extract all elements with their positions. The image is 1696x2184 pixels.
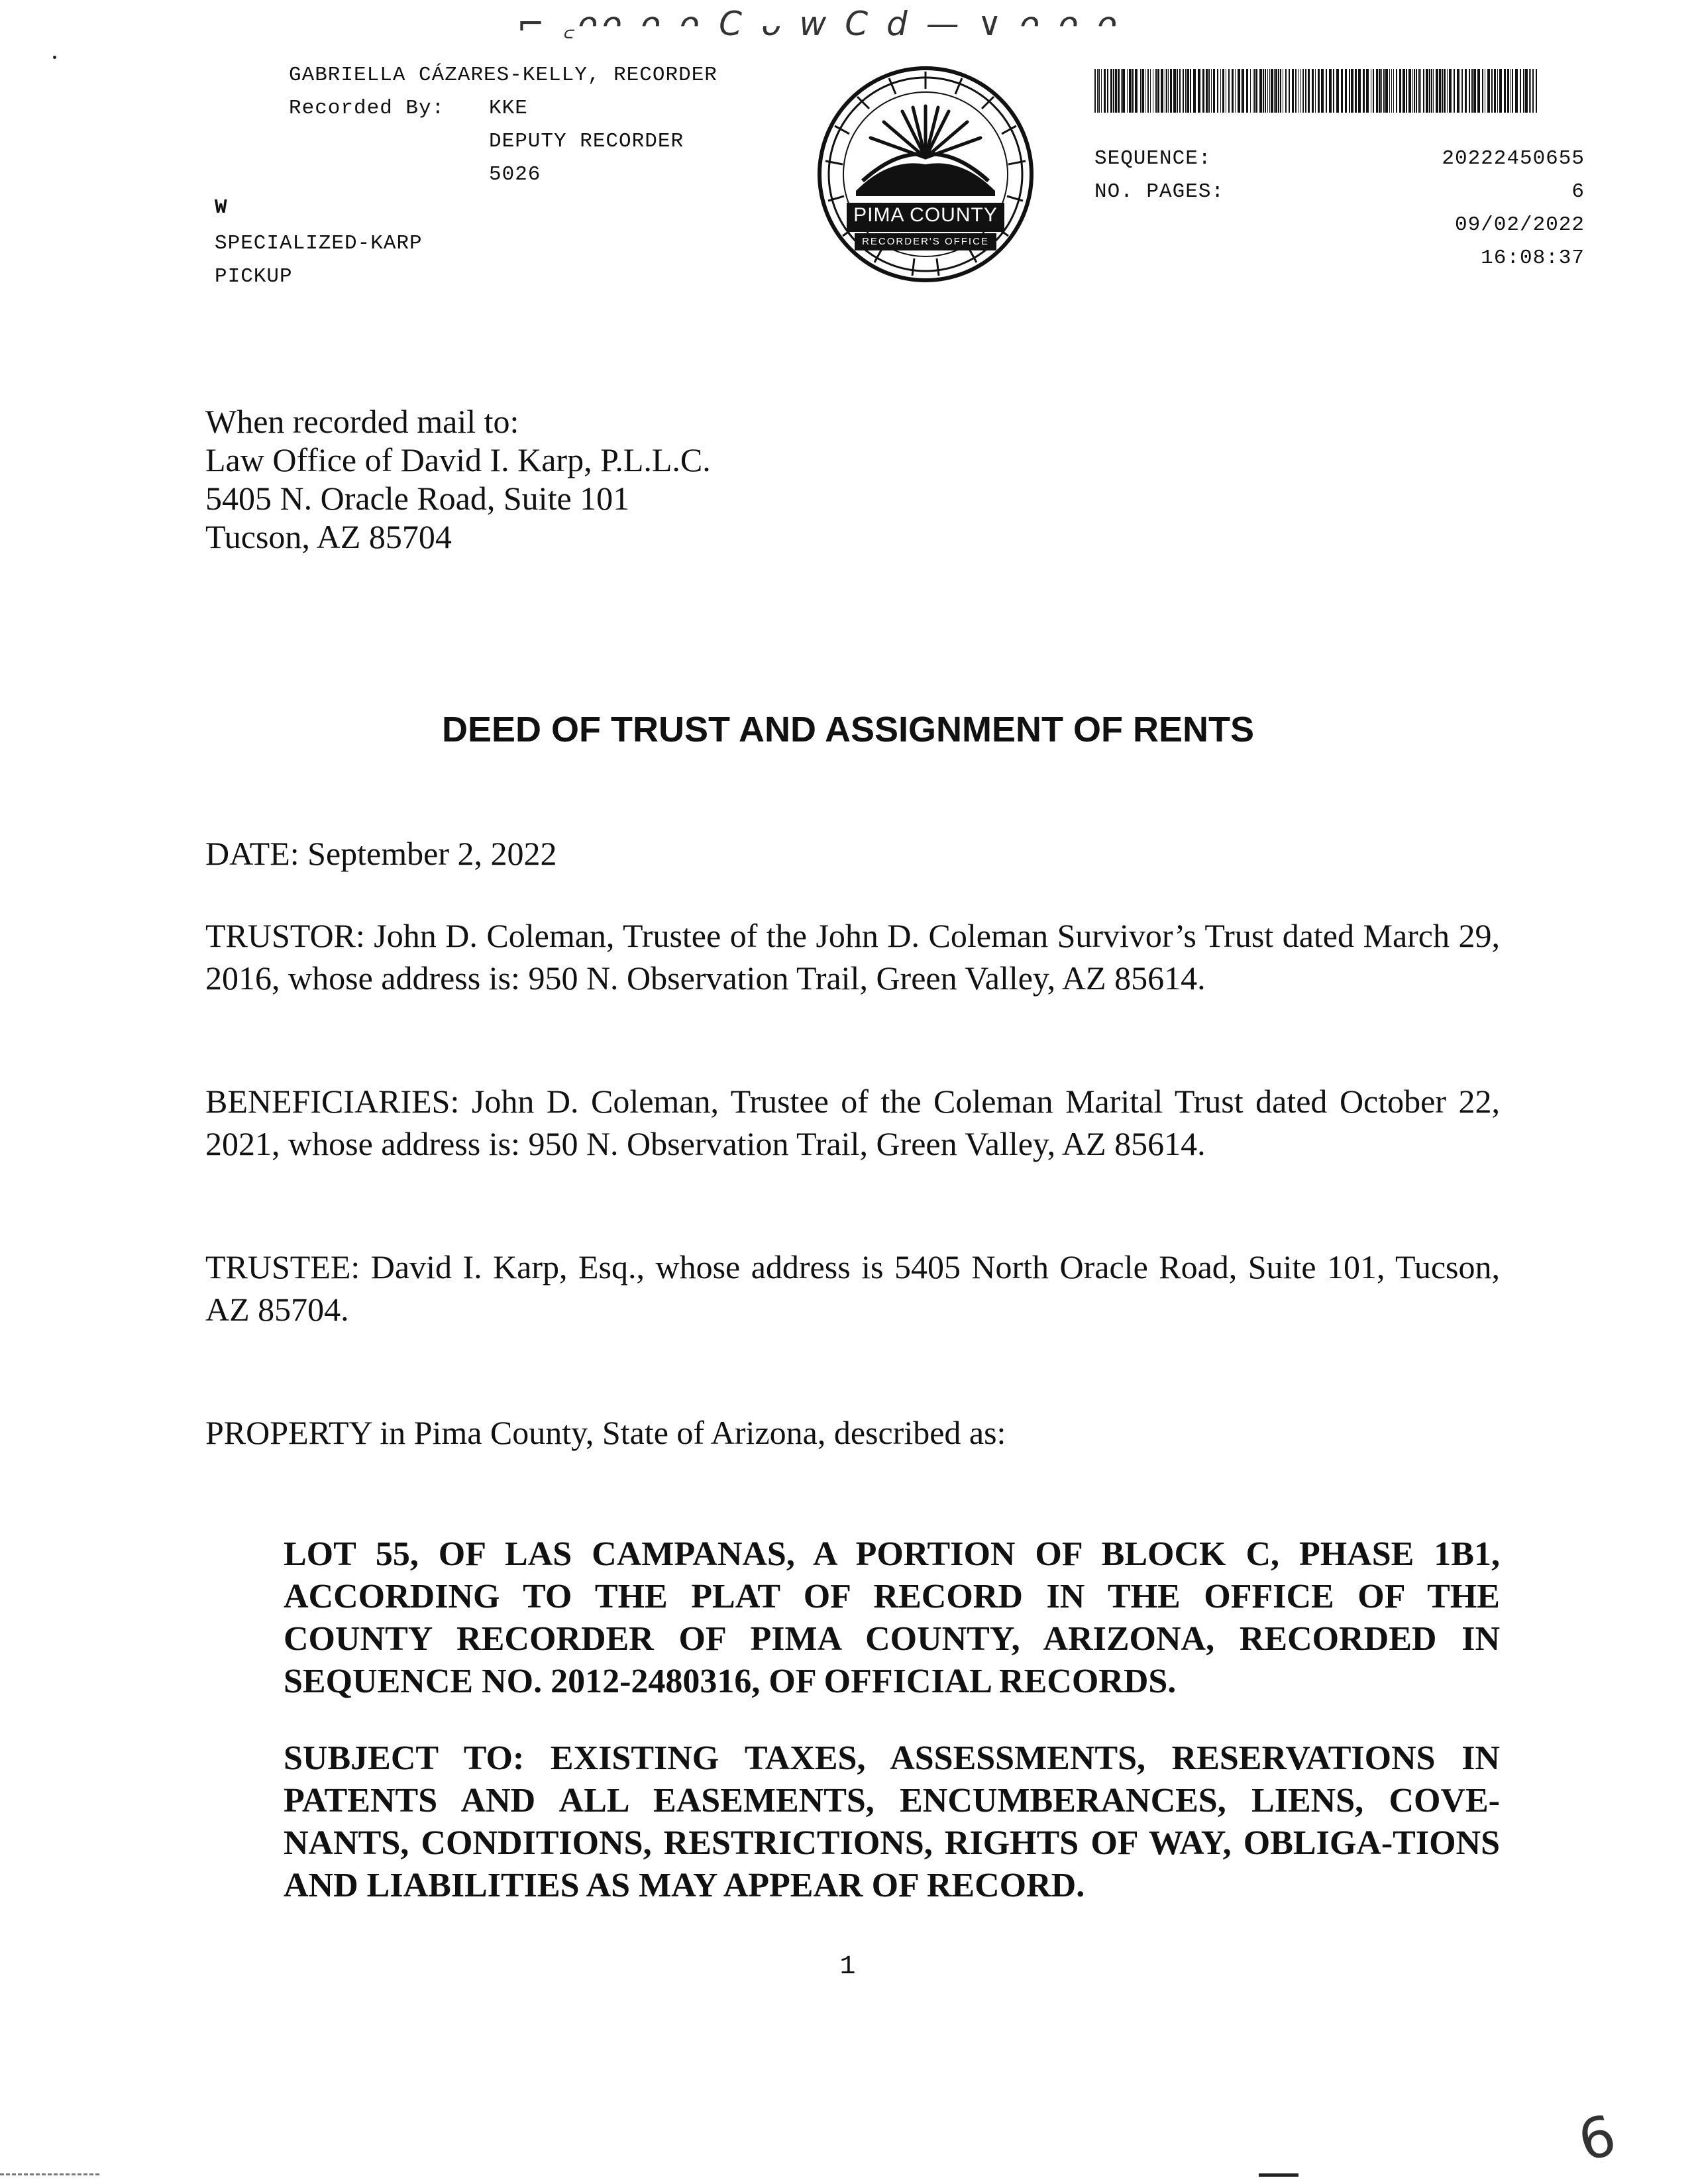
recorded-by-label: Recorded By: — [289, 97, 445, 120]
barcode-bar — [1373, 69, 1374, 113]
barcode-bar — [1465, 69, 1467, 113]
property-intro: PROPERTY in Pima County, State of Arizona, described as: — [205, 1414, 1006, 1451]
barcode-bar — [1115, 69, 1117, 113]
barcode-bar — [1462, 69, 1463, 113]
barcode-bar — [1232, 69, 1234, 113]
barcode-bar — [1183, 69, 1184, 113]
barcode-bar — [1206, 69, 1208, 113]
barcode-bar — [1487, 69, 1490, 113]
barcode-bar — [1098, 69, 1100, 113]
legal-description: LOT 55, OF LAS CAMPANAS, A PORTION OF BLOCK C, PHASE 1B1, ACCORDING TO THE PLAT OF RECORD IN THE OFFICE OF THE COUNTY RECORDER OF PIMA COUNTY, ARIZONA, RECORDED IN SEQUENCE NO. 2012-2480316, OF OFFICIAL RECORDS. — [284, 1535, 1500, 1700]
barcode-bar — [1454, 69, 1455, 113]
barcode-bar — [1250, 69, 1251, 113]
barcode-bar — [1497, 69, 1498, 113]
sequence-label: SEQUENCE: — [1094, 147, 1212, 170]
barcode-bar — [1406, 69, 1407, 113]
specialized-karp: SPECIALIZED-KARP — [215, 232, 423, 255]
barcode-bar — [1418, 69, 1420, 113]
barcode-bar — [1520, 69, 1521, 113]
handwritten-note: ⌐ ꜀ᴖᴖ ᴖ ᴖ C ᴗ ᴡ C d — ∨ ᴖ ᴖ ᴖ — [517, 5, 1122, 43]
record-date: 09/02/2022 — [1454, 213, 1585, 237]
barcode-bar — [1211, 69, 1212, 113]
barcode-bar — [1408, 69, 1411, 113]
barcode-bar — [1358, 69, 1361, 113]
barcode-bar — [1444, 69, 1446, 113]
barcode-bar — [1292, 69, 1294, 113]
barcode-bar — [1529, 69, 1530, 113]
barcode-bar — [1161, 69, 1163, 113]
barcode-bar — [1094, 69, 1096, 113]
seal-office-text: RECORDER'S OFFICE — [862, 236, 989, 247]
barcode-bar — [1403, 69, 1405, 113]
barcode-bar — [1305, 69, 1306, 113]
trustee-paragraph: TRUSTEE: David I. Karp, Esq., whose address is 5405 North Oracle Road, Suite 101, Tucson, AZ 85704. — [205, 1248, 1500, 1328]
barcode-bar — [1275, 69, 1277, 113]
barcode-bar — [1140, 69, 1141, 113]
barcode-bar — [1147, 69, 1149, 113]
barcode-bar — [1385, 69, 1388, 113]
barcode-bar — [1269, 69, 1270, 113]
barcode-bar — [1235, 69, 1236, 113]
pickup: PICKUP — [215, 265, 293, 288]
barcode-bar — [1155, 69, 1157, 113]
barcode-bar — [1525, 69, 1528, 113]
barcode-bar — [1228, 69, 1230, 113]
barcode-bar — [1326, 69, 1327, 113]
barcode-bar — [1185, 69, 1187, 113]
document-title: DEED OF TRUST AND ASSIGNMENT OF RENTS — [441, 710, 1255, 749]
barcode-bar — [1285, 69, 1287, 113]
barcode-bar — [1213, 69, 1215, 113]
barcode-bar — [1494, 69, 1496, 113]
barcode-bar — [1104, 69, 1106, 113]
barcode-bar — [1532, 69, 1534, 113]
barcode-bar — [1242, 69, 1244, 113]
barcode-bar — [1177, 69, 1178, 113]
barcode-bar — [1336, 69, 1339, 113]
barcode-bar — [1381, 69, 1382, 113]
barcode-bar — [1208, 69, 1210, 113]
barcode-bar — [1308, 69, 1310, 113]
barcode-bar — [1447, 69, 1448, 113]
pima-county-seal — [816, 65, 1035, 284]
barcode-bar — [1414, 69, 1415, 113]
barcode-bar — [1190, 69, 1191, 113]
barcode-bar — [1530, 69, 1531, 113]
date-line: DATE: September 2, 2022 — [205, 835, 557, 872]
barcode-bar — [1241, 69, 1242, 113]
barcode-bar — [1202, 69, 1204, 113]
mail-to-line-2: Law Office of David I. Karp, P.L.L.C. — [205, 441, 711, 478]
barcode-bar — [1121, 69, 1122, 113]
barcode-bar — [1168, 69, 1169, 113]
barcode-bar — [1345, 69, 1347, 113]
deputy-recorder: DEPUTY RECORDER — [489, 130, 684, 153]
barcode-bar — [1193, 69, 1196, 113]
barcode-bar — [1150, 69, 1151, 113]
barcode-bar — [1142, 69, 1144, 113]
barcode-bar — [1187, 69, 1189, 113]
barcode-bar — [1097, 69, 1098, 113]
barcode-bar — [1482, 69, 1483, 113]
barcode-bar — [1507, 69, 1509, 113]
barcode-bar — [1321, 69, 1324, 113]
barcode-bar — [1166, 69, 1167, 113]
barcode-bar — [1436, 69, 1438, 113]
barcode-bar — [1391, 69, 1392, 113]
barcode-graphic — [1094, 69, 1538, 113]
barcode-bar — [1278, 69, 1279, 113]
barcode-bar — [1420, 69, 1421, 113]
barcode-bar — [1222, 69, 1224, 113]
barcode-bar — [1157, 69, 1159, 113]
scan-speck — [53, 56, 56, 59]
barcode-bar — [1423, 69, 1424, 113]
barcode-bar — [1254, 69, 1255, 113]
barcode-bar — [1396, 69, 1397, 113]
handwritten-page-mark: 6 — [1571, 2102, 1623, 2175]
barcode-bar — [1107, 69, 1108, 113]
barcode-bar — [1265, 69, 1266, 113]
record-time: 16:08:37 — [1481, 246, 1585, 270]
barcode-bar — [1312, 69, 1314, 113]
barcode-bar — [1220, 69, 1221, 113]
scan-edge-bottom-mark — [1259, 2173, 1298, 2177]
recorder-name: GABRIELLA CÁZARES-KELLY, RECORDER — [289, 64, 717, 87]
barcode-bar — [1355, 69, 1357, 113]
barcode — [1094, 69, 1538, 113]
barcode-bar — [1433, 69, 1434, 113]
barcode-bar — [1246, 69, 1248, 113]
barcode-bar — [1416, 69, 1417, 113]
barcode-bar — [1457, 69, 1459, 113]
barcode-bar — [1499, 69, 1502, 113]
barcode-bar — [1442, 69, 1443, 113]
barcode-bar — [1412, 69, 1413, 113]
pages-value: 6 — [1571, 180, 1585, 203]
barcode-bar — [1333, 69, 1334, 113]
pages-label: NO. PAGES: — [1094, 180, 1225, 203]
barcode-bar — [1303, 69, 1304, 113]
recorded-by-value: KKE — [489, 97, 528, 120]
barcode-bar — [1363, 69, 1365, 113]
barcode-bar — [1274, 69, 1275, 113]
barcode-bar — [1431, 69, 1432, 113]
barcode-bar — [1426, 69, 1428, 113]
barcode-bar — [1255, 69, 1257, 113]
barcode-bar — [1512, 69, 1513, 113]
scan-edge-bottom-left — [0, 2173, 99, 2175]
barcode-bar — [1135, 69, 1137, 113]
barcode-bar — [1477, 69, 1480, 113]
seal-graphic — [816, 65, 1035, 284]
barcode-bar — [1173, 69, 1176, 113]
barcode-bar — [1504, 69, 1506, 113]
barcode-bar — [1289, 69, 1290, 113]
barcode-bar — [1383, 69, 1385, 113]
page-number: 1 — [839, 1952, 857, 1982]
barcode-bar — [1263, 69, 1264, 113]
barcode-bar — [1471, 69, 1473, 113]
barcode-bar — [1349, 69, 1350, 113]
deputy-id: 5026 — [489, 163, 541, 186]
barcode-bar — [1429, 69, 1430, 113]
barcode-bar — [1376, 69, 1378, 113]
barcode-bar — [1449, 69, 1452, 113]
barcode-bar — [1300, 69, 1301, 113]
barcode-bar — [1366, 69, 1369, 113]
barcode-bar — [1379, 69, 1381, 113]
barcode-bar — [1118, 69, 1120, 113]
barcode-bar — [1110, 69, 1112, 113]
barcode-bar — [1389, 69, 1390, 113]
barcode-bar — [1198, 69, 1200, 113]
barcode-bar — [1127, 69, 1128, 113]
barcode-bar — [1510, 69, 1511, 113]
barcode-bar — [1295, 69, 1297, 113]
barcode-bar — [1523, 69, 1524, 113]
seal-county-text: PIMA COUNTY — [853, 204, 998, 226]
barcode-bar — [1491, 69, 1493, 113]
barcode-bar — [1179, 69, 1181, 113]
barcode-bar — [1101, 69, 1102, 113]
barcode-bar — [1267, 69, 1268, 113]
w-marker: W — [215, 196, 228, 219]
barcode-bar — [1439, 69, 1441, 113]
barcode-bar — [1238, 69, 1240, 113]
barcode-bar — [1473, 69, 1476, 113]
barcode-bar — [1259, 69, 1262, 113]
barcode-bar — [1315, 69, 1316, 113]
barcode-bar — [1271, 69, 1273, 113]
barcode-bar — [1399, 69, 1401, 113]
barcode-bar — [1122, 69, 1125, 113]
barcode-bar — [1351, 69, 1353, 113]
barcode-bar — [1515, 69, 1518, 113]
mail-to-line-1: When recorded mail to: — [205, 403, 519, 440]
barcode-bar — [1329, 69, 1332, 113]
barcode-bar — [1341, 69, 1343, 113]
barcode-bar — [1536, 69, 1537, 113]
trustor-paragraph: TRUSTOR: John D. Coleman, Trustee of the John D. Coleman Survivor’s Trust dated March 29, 2016, whose address is: 950 N. Observation Trail, Green Valley, AZ 85614. — [205, 917, 1500, 997]
sequence-value: 20222450655 — [1442, 147, 1585, 170]
barcode-bar — [1132, 69, 1134, 113]
barcode-bar — [1280, 69, 1281, 113]
beneficiaries-paragraph: BENEFICIARIES: John D. Coleman, Trustee of the Coleman Marital Trust dated October 22, 2021, whose address is: 950 N. Observation Trail, Green Valley, AZ 85614. — [205, 1083, 1500, 1162]
barcode-bar — [1469, 69, 1470, 113]
mail-to-line-4: Tucson, AZ 85704 — [205, 518, 452, 555]
mail-to-line-3: 5405 N. Oracle Road, Suite 101 — [205, 480, 630, 517]
barcode-bar — [1393, 69, 1394, 113]
barcode-bar — [1129, 69, 1132, 113]
barcode-bar — [1318, 69, 1320, 113]
barcode-bar — [1217, 69, 1218, 113]
barcode-bar — [1113, 69, 1114, 113]
subject-to-clause: SUBJECT TO: EXISTING TAXES, ASSESSMENTS, RESERVATIONS IN PATENTS AND ALL EASEMENTS, ENCUMBERANCES, LIENS, COVE-NANTS, CONDITIONS, RESTRICTIONS, RIGHTS OF WAY, OBLIGA-TIONS AND LIABILITIES AS MAY APPEAR OF RECORD. — [284, 1739, 1500, 1904]
barcode-bar — [1170, 69, 1172, 113]
